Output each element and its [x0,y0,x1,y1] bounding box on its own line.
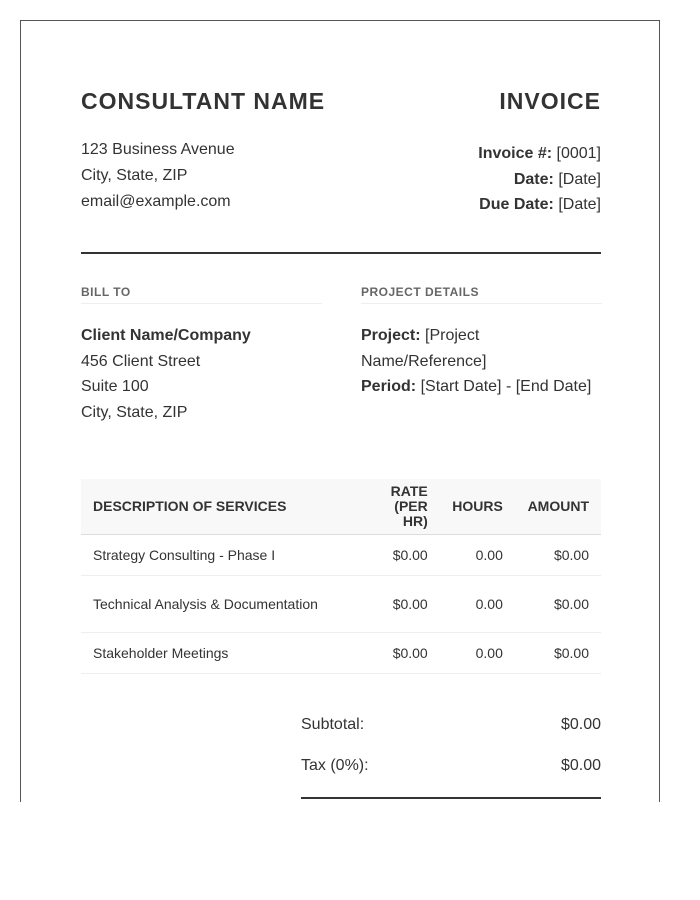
row-description: Strategy Consulting - Phase I [81,535,355,576]
invoice-title: INVOICE [499,88,601,114]
services-table [81,479,601,674]
invoice-due-value: [Date] [558,196,601,213]
header-hours: HOURS [440,479,515,535]
project-value: [Project Name/Reference] [361,327,487,370]
header-description: DESCRIPTION OF SERVICES [81,479,355,535]
bill-to-section [81,285,322,425]
totals-divider [301,797,601,799]
project-details-label: PROJECT DETAILS [361,285,602,304]
bill-to-body [81,323,322,425]
header-rate: RATE (PER HR) [355,479,440,535]
invoice-date-value: [Date] [558,170,601,188]
tax-row [301,745,601,786]
header-divider [81,252,601,254]
consultant-block [81,87,325,215]
consultant-name: CONSULTANT NAME [81,88,326,114]
client-street: 456 Client Street [81,352,201,370]
invoice-number [478,141,601,167]
project-reference [361,323,602,374]
project-label: Project: [361,327,421,344]
period-label: Period: [361,378,417,396]
consultant-address-line2: City, State, ZIP [81,167,188,184]
tax-label: Tax (0%): [301,757,369,774]
row-description: Stakeholder Meetings [81,633,355,674]
row-description: Technical Analysis & Documentation [81,576,355,633]
client-company: Client Name/Company [81,327,251,344]
header-amount: AMOUNT [515,479,601,535]
invoice-page [20,20,660,802]
totals-block [301,704,601,799]
subtotal-row [301,704,601,745]
row-amount: $0.00 [515,535,601,576]
row-rate: $0.00 [355,535,440,576]
table-row [81,633,601,674]
project-period [361,374,602,400]
table-row [81,535,601,576]
row-hours: 0.00 [440,535,515,576]
subtotal-label: Subtotal: [301,716,365,733]
row-hours: 0.00 [440,576,515,633]
row-rate: $0.00 [355,633,440,674]
services-header-row [81,479,601,535]
row-amount: $0.00 [515,576,601,633]
consultant-address-line1: 123 Business Avenue [81,141,235,158]
invoice-date-label: Date: [513,170,554,188]
tax-value: $0.00 [560,757,601,774]
subtotal-value: $0.00 [560,716,601,733]
invoice-number-value: [0001] [556,145,601,162]
consultant-address [81,137,325,215]
invoice-due-date [478,192,601,218]
project-details-section [361,285,602,400]
row-rate: $0.00 [355,576,440,633]
invoice-date [478,167,601,193]
invoice-number-label: Invoice #: [478,145,553,162]
client-suite: Suite 100 [81,378,149,396]
project-details-body [361,323,602,400]
row-amount: $0.00 [515,633,601,674]
row-hours: 0.00 [440,633,515,674]
invoice-due-label: Due Date: [479,196,554,213]
table-row [81,576,601,633]
client-city: City, State, ZIP [81,403,188,421]
consultant-email: email@example.com [81,193,231,210]
period-value: [Start Date] - [End Date] [420,378,592,396]
invoice-meta [478,141,601,218]
invoice-meta-block [478,87,601,218]
bill-to-label: BILL TO [81,285,322,304]
